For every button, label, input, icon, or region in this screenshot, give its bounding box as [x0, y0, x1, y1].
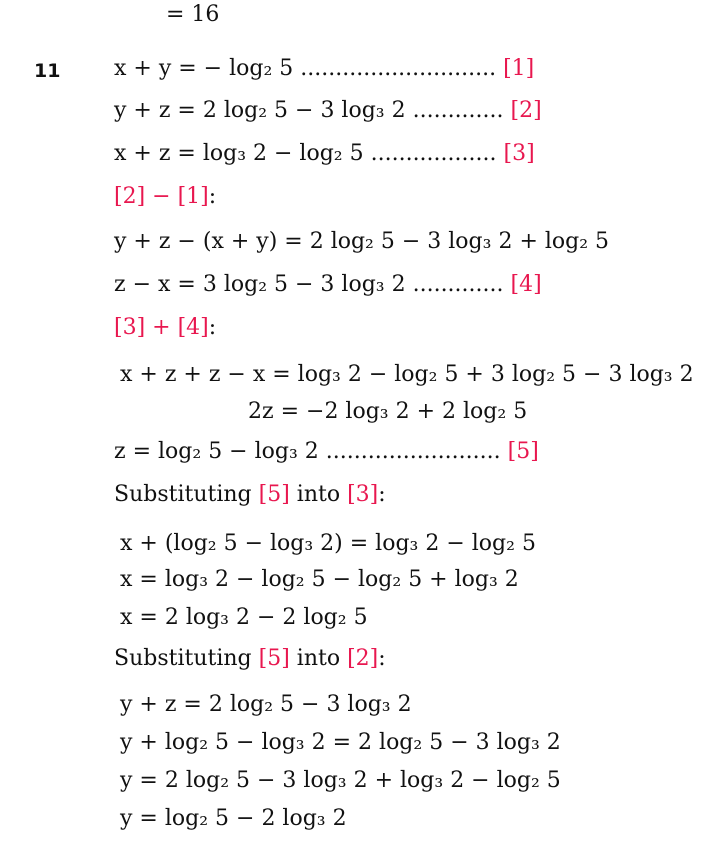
equation-1 — [114, 56, 534, 82]
math-text: y = log₂ 5 − 2 log₃ 2 — [120, 806, 347, 831]
substitution-heading — [114, 482, 386, 508]
operator: − — [145, 184, 178, 209]
equation-reference: [5] — [258, 482, 290, 507]
question-number: 11 — [34, 60, 61, 82]
derivation-line — [120, 692, 412, 718]
math-text: x + z = log₃ 2 − log₂ 5 — [114, 141, 364, 166]
math-text: y + log₂ 5 − log₃ 2 = 2 log₂ 5 − 3 log₃ 2 — [120, 730, 561, 755]
equation-reference: [4] — [510, 272, 542, 297]
equation-reference: [2] — [347, 646, 379, 671]
colon: : — [378, 646, 386, 671]
result-line — [166, 2, 219, 28]
result-y — [120, 806, 347, 832]
equation-reference: [3] — [347, 482, 379, 507]
math-text: z = log₂ 5 − log₃ 2 — [114, 439, 319, 464]
equation-5 — [114, 439, 539, 465]
derivation-line — [120, 531, 536, 557]
leader-dots: ......................... — [325, 439, 501, 464]
equation-reference: [3] — [114, 315, 146, 340]
equation-4 — [114, 272, 542, 298]
equation-reference: [1] — [503, 56, 535, 81]
equation-reference: [5] — [258, 646, 290, 671]
operator: + — [145, 315, 178, 340]
equation-reference: [5] — [507, 439, 539, 464]
math-text: y + z = 2 log₂ 5 − 3 log₃ 2 — [114, 98, 406, 123]
leader-dots: ............................ — [300, 56, 497, 81]
math-text: x = log₃ 2 − log₂ 5 − log₂ 5 + log₃ 2 — [120, 567, 519, 592]
colon: : — [378, 482, 386, 507]
math-text: 2z = −2 log₃ 2 + 2 log₂ 5 — [248, 399, 528, 424]
derivation-line — [120, 768, 561, 794]
math-text: y + z = 2 log₂ 5 − 3 log₃ 2 — [120, 692, 412, 717]
leader-dots: ............. — [412, 98, 504, 123]
math-text: y + z − (x + y) = 2 log₂ 5 − 3 log₃ 2 + log₂ 5 — [114, 229, 610, 254]
operation-step-3-plus-4 — [114, 315, 216, 341]
math-text: z − x = 3 log₂ 5 − 3 log₃ 2 — [114, 272, 406, 297]
equation-reference: [4] — [177, 315, 209, 340]
static-text: Substituting — [114, 646, 259, 671]
colon: : — [208, 315, 217, 340]
math-text: x = 2 log₃ 2 − 2 log₂ 5 — [120, 605, 368, 630]
equation-reference: [2] — [114, 184, 146, 209]
derivation-line — [248, 399, 527, 425]
static-text: into — [289, 646, 348, 671]
colon: : — [208, 184, 217, 209]
substitution-heading — [114, 646, 386, 672]
math-text: x + y = − log₂ 5 — [114, 56, 294, 81]
math-text: x + z + z − x = log₃ 2 − log₂ 5 + 3 log₂ 5 − 3 log₃ 2 — [120, 362, 694, 387]
static-text: Substituting — [114, 482, 259, 507]
math-text: = 16 — [166, 2, 220, 27]
equation-3 — [114, 141, 535, 167]
equation-reference: [3] — [503, 141, 535, 166]
equation-reference: [2] — [510, 98, 542, 123]
derivation-line — [114, 229, 609, 255]
operation-step-2-minus-1 — [114, 184, 216, 210]
math-text: x + (log₂ 5 − log₃ 2) = log₃ 2 − log₂ 5 — [120, 531, 536, 556]
derivation-line — [120, 362, 694, 388]
result-x — [120, 605, 368, 631]
equation-reference: [1] — [177, 184, 209, 209]
leader-dots: ............. — [412, 272, 504, 297]
equation-2 — [114, 98, 542, 124]
leader-dots: .................. — [370, 141, 497, 166]
static-text: into — [289, 482, 348, 507]
derivation-line — [120, 567, 519, 593]
math-text: y = 2 log₂ 5 − 3 log₃ 2 + log₃ 2 − log₂ 5 — [120, 768, 561, 793]
derivation-line — [120, 730, 561, 756]
